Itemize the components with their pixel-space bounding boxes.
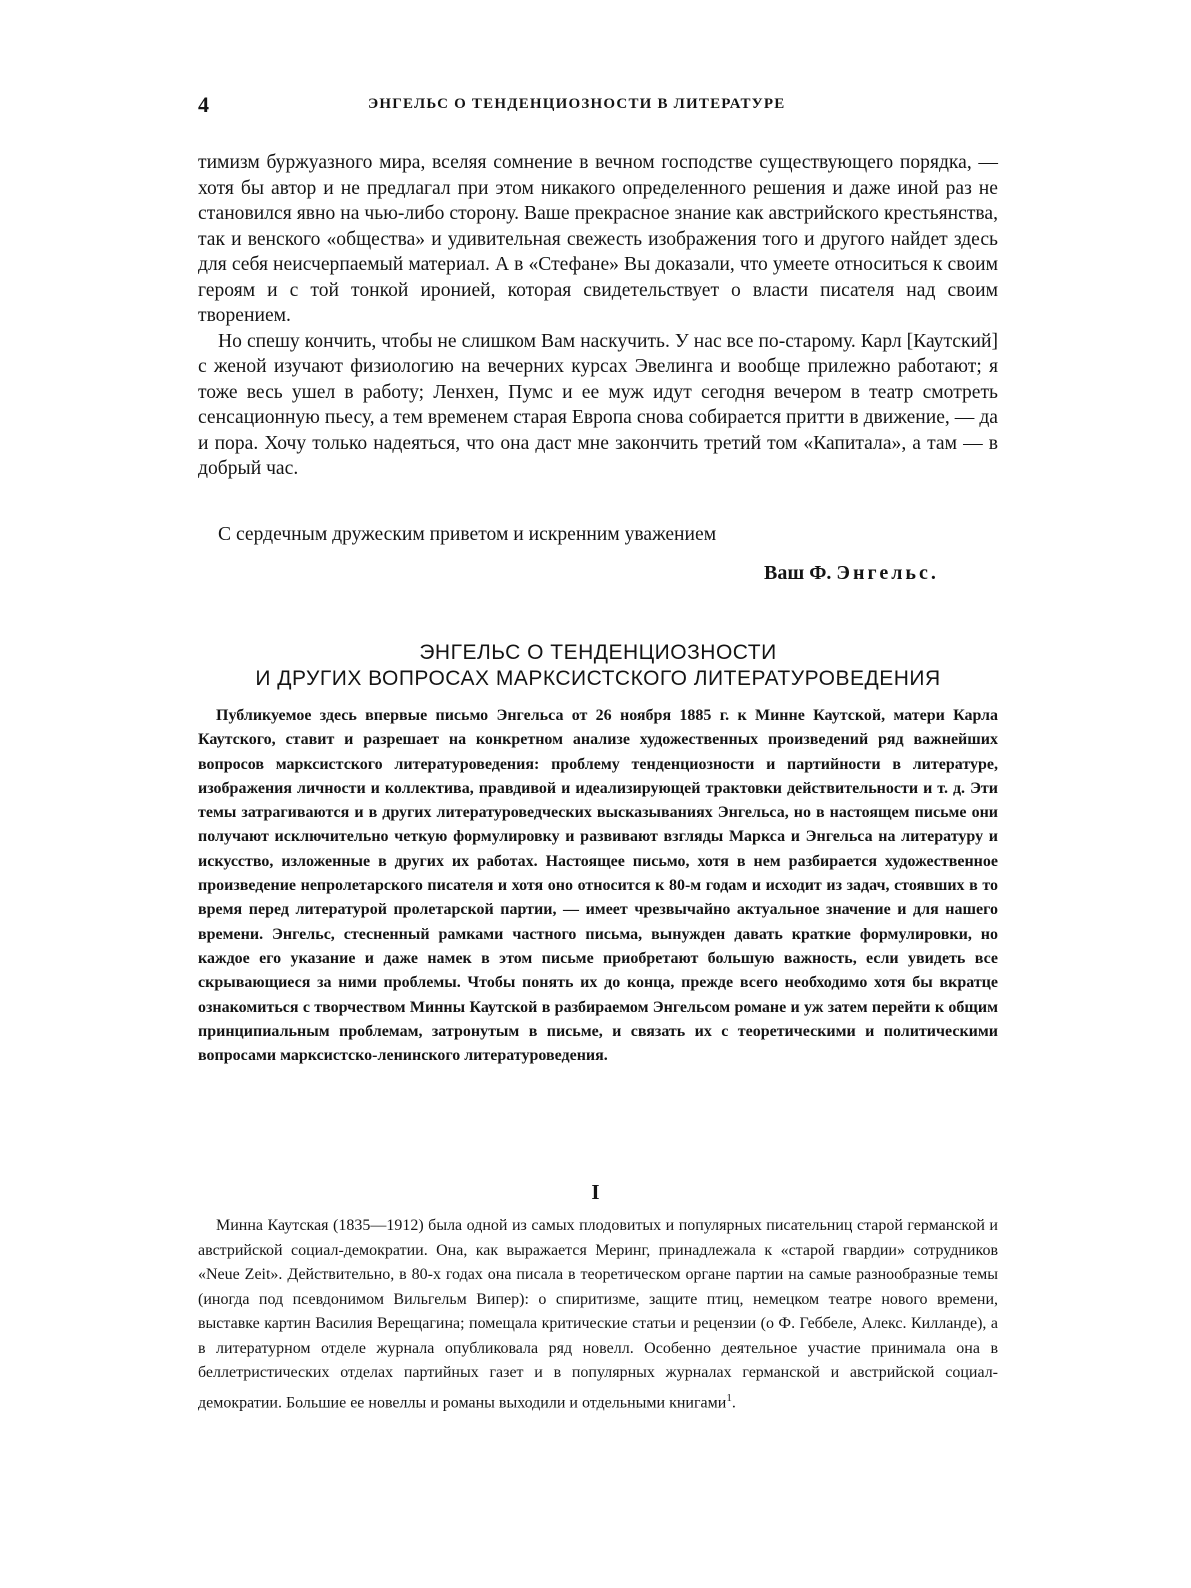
article-title-line-1: ЭНГЕЛЬС О ТЕНДЕНЦИОЗНОСТИ bbox=[419, 641, 777, 664]
section-paragraph bbox=[198, 1214, 998, 1415]
footnote-ref: 1 bbox=[726, 1391, 732, 1404]
section-paragraph-text: Минна Каутская (1835—1912) была одной из самых плодовитых и популярных писательниц старой германской и австрийской социал-демократии. Она, как выражается Меринг, принадлежала к «старой гвардии» сотрудников «Neue Zeit». Действительно, в 80-х годах она писала в теоретическом органе партии на самые разнообразные темы (иногда под псевдонимом Вильгельм Випер): о спиритизме, защите птиц, немецком театре нового времени, выставке картин Василия Верещагина; помещала критические статьи и рецензии (о Ф. Геббеле, Алекс. Килланде), а в литературном отделе журнала опубликовала ряд новелл. Особенно деятельное участие принимала она в беллетристических отделах партийных газет и в популярных журналах германской и австрийской социал-демократии. Большие ее новеллы и романы выходили и отдельными книгами bbox=[198, 1217, 998, 1411]
article-intro bbox=[198, 704, 998, 1068]
letter-text bbox=[198, 150, 998, 482]
running-title: ЭНГЕЛЬС О ТЕНДЕНЦИОЗНОСТИ В ЛИТЕРАТУРЕ bbox=[368, 96, 786, 112]
letter-signature bbox=[764, 562, 939, 585]
section-body bbox=[198, 1214, 998, 1415]
letter-paragraph: тимизм буржуазного мира, вселяя сомнение в вечном господстве существующего порядка, — хотя бы автор и не предлагал при этом никакого определенного решения и даже иной раз не становился явно на чью-либо сторону. Ваше прекрасное знание как австрийского крестьянства, так и венского «общества» и удивительная свежесть изображения того и другого найдет здесь для себя неисчерпаемый материал. А в «Стефане» Вы доказали, что умеете относиться к своим героям и с той тонкой иронией, которая свидетельствует о власти писателя над своим творением. bbox=[198, 152, 998, 326]
section-marker: I bbox=[591, 1180, 600, 1204]
letter-greeting: С сердечным дружеским приветом и искренним уважением bbox=[218, 524, 717, 545]
signature-prefix: Ваш Ф. bbox=[764, 562, 837, 584]
article-title-line-2: И ДРУГИХ ВОПРОСАХ МАРКСИСТСКОГО ЛИТЕРАТУРОВЕДЕНИЯ bbox=[255, 667, 941, 690]
letter-paragraph: Но спешу кончить, чтобы не слишком Вам наскучить. У нас все по-старому. Карл [Каутский] с женой изучают физиологию на вечерних курсах Эвелинга и вообще прилежно работают; я тоже весь ушел в работу; Ленхен, Пумс и ее муж идут сегодня вечером в театр смотреть сенсационную пьесу, а тем временем старая Европа снова собирается притти в движение, — да и пора. Хочу только надеяться, что она даст мне закончить третий том «Капитала», а там — в добрый час. bbox=[198, 330, 998, 479]
section-end: . bbox=[731, 1393, 736, 1411]
intro-paragraph: Публикуемое здесь впервые письмо Энгельса от 26 ноября 1885 г. к Минне Каутской, матери Карла Каутского, ставит и разрешает на конкретном анализе художественных произведений ряд важнейших вопросов марксистского литературоведения: проблему тенденциозности и партийности в литературе, изображения личности и коллектива, правдивой и идеализирующей трактовки действительности и т. д. Эти темы затрагиваются и в других литературоведческих высказываниях Энгельса, но в настоящем письме они получают исключительно четкую формулировку и развивают взгляды Маркса и Энгельса на литературу и искусство, изложенные в других их работах. Настоящее письмо, хотя в нем разбирается художественное произведение непролетарского писателя и хотя оно относится к 80-м годам и исходит из задач, стоявших в то время перед литературой пролетарской партии, — имеет чрезвычайно актуальное значение и для нашего времени. Энгельс, стесненный рамками частного письма, вынужден давать краткие формулировки, но каждое его указание и даже намек в этом письме приобретают большую важность, если увидеть все скрывающиеся за ними проблемы. Чтобы понять их до конца, прежде всего необходимо хотя бы вкратце ознакомиться с творчеством Минны Каутской в разбираемом Энгельсом романе и уж затем перейти к общим принципиальным проблемам, затронутым в письме, и связать их с теоретическими и политическими вопросами марксистско-ленинского литературоведения. bbox=[198, 707, 998, 1065]
page-number: 4 bbox=[198, 92, 209, 117]
running-head bbox=[198, 92, 998, 122]
article-title bbox=[198, 640, 998, 692]
signature-name: Энгельс. bbox=[836, 562, 939, 584]
